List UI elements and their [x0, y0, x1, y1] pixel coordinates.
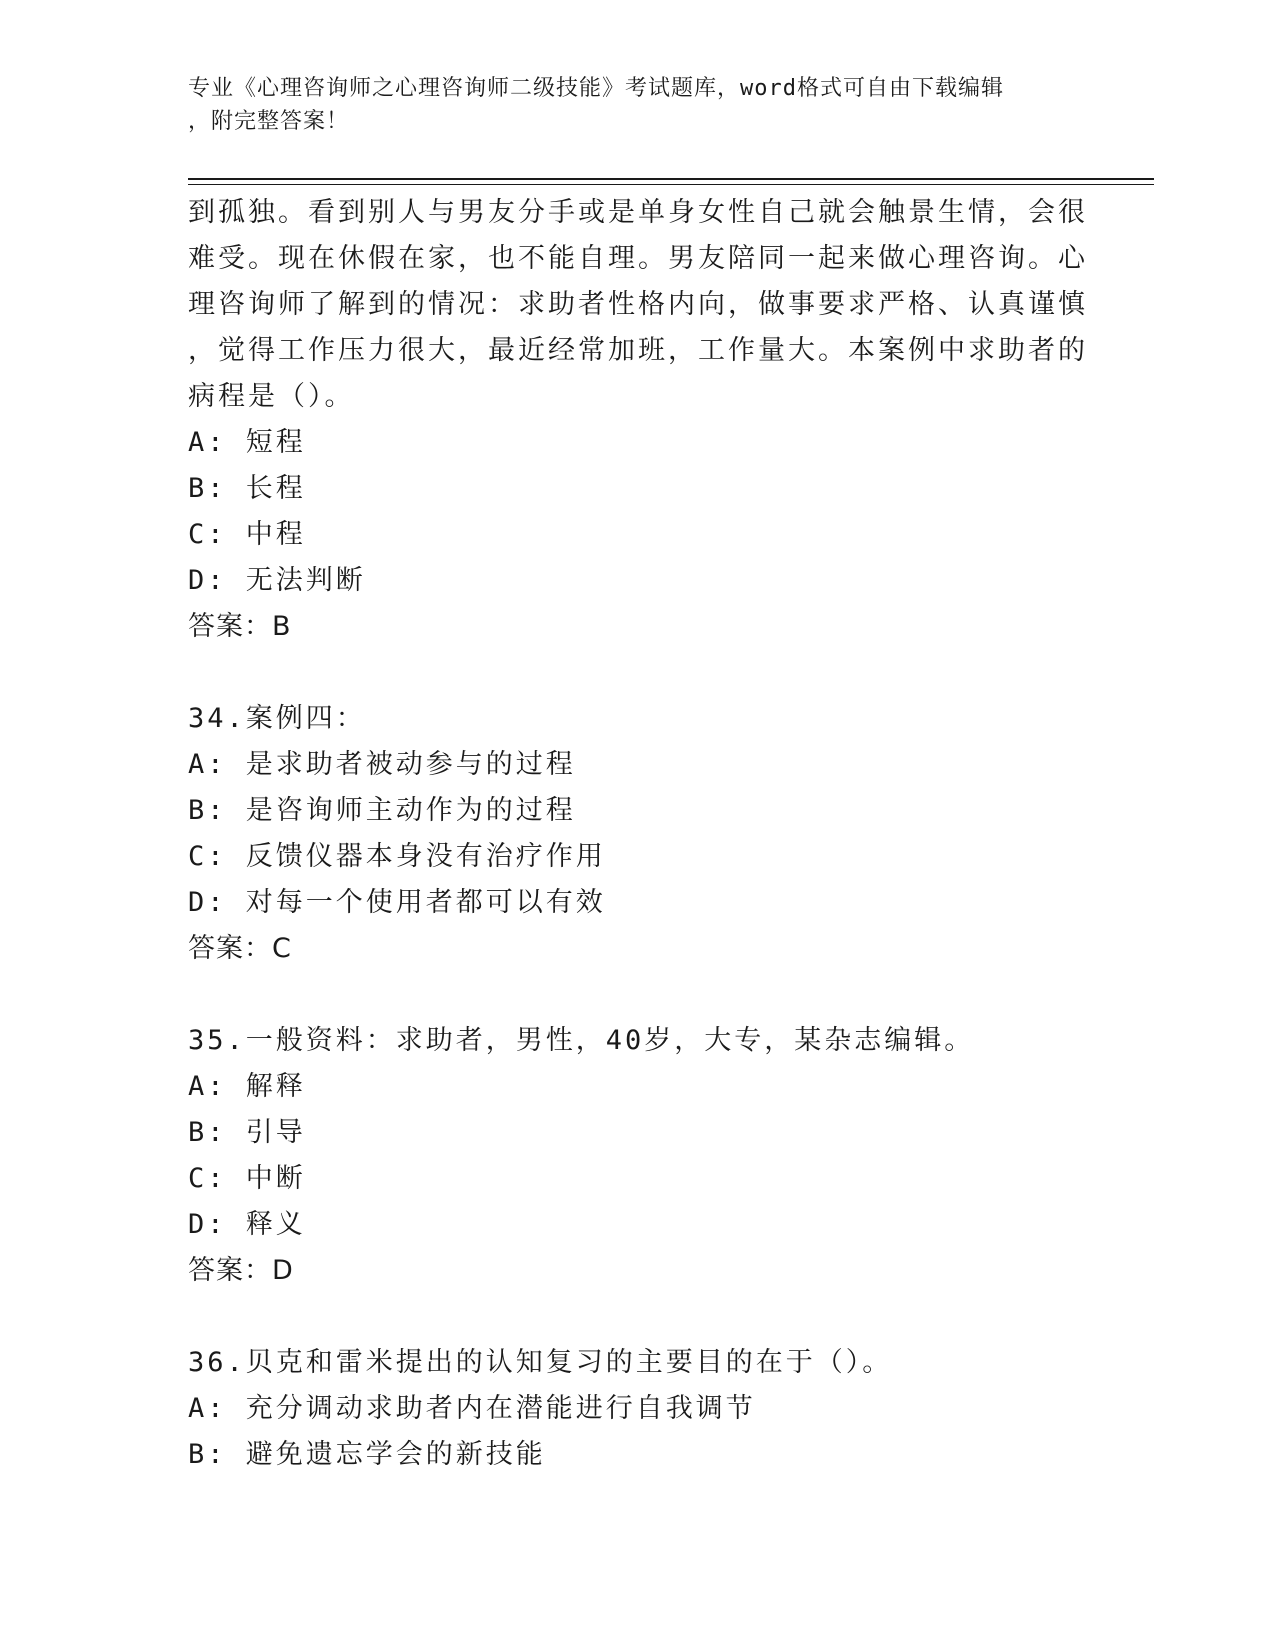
question-stem-line: 到孤独。看到别人与男友分手或是单身女性自己就会触景生情，会很	[188, 197, 1088, 228]
question-stem-line: 理咨询师了解到的情况：求助者性格内向，做事要求严格、认真谨慎	[188, 289, 1088, 320]
answer-line: 答案：C	[188, 933, 292, 964]
option-b: B: 引导	[188, 1117, 306, 1148]
header-divider-thin	[188, 184, 1154, 185]
question-block-35	[188, 1018, 1108, 1294]
answer-line: 答案：D	[188, 1255, 294, 1286]
option-b: B: 是咨询师主动作为的过程	[188, 795, 576, 826]
option-a: A: 解释	[188, 1071, 306, 1102]
question-block-33	[188, 190, 1108, 650]
answer-line: 答案：B	[188, 611, 292, 642]
option-a: A: 充分调动求助者内在潜能进行自我调节	[188, 1393, 756, 1424]
spacer	[188, 650, 1108, 696]
header-divider-thick	[188, 178, 1154, 180]
spacer	[188, 1294, 1108, 1340]
option-d: D: 对每一个使用者都可以有效	[188, 887, 606, 918]
question-stem-line: 难受。现在休假在家，也不能自理。男友陪同一起来做心理咨询。心	[188, 243, 1088, 274]
document-body	[188, 190, 1108, 1478]
page-header	[188, 72, 1068, 138]
option-b: B: 避免遗忘学会的新技能	[188, 1439, 546, 1470]
option-a: A: 短程	[188, 427, 306, 458]
question-stem: 34.案例四：	[188, 703, 366, 734]
option-c: C: 中断	[188, 1163, 306, 1194]
option-d: D: 无法判断	[188, 565, 366, 596]
option-d: D: 释义	[188, 1209, 306, 1240]
question-stem-line: ，觉得工作压力很大，最近经常加班，工作量大。本案例中求助者的	[188, 335, 1088, 366]
option-c: C: 中程	[188, 519, 306, 550]
option-c: C: 反馈仪器本身没有治疗作用	[188, 841, 606, 872]
header-title-line-2: ，附完整答案！	[188, 109, 350, 134]
option-a: A: 是求助者被动参与的过程	[188, 749, 576, 780]
header-title-line-1: 专业《心理咨询师之心理咨询师二级技能》考试题库，word格式可自由下载编辑	[188, 76, 1004, 101]
question-stem-line: 病程是（）。	[188, 381, 355, 412]
question-block-34	[188, 696, 1108, 972]
option-b: B: 长程	[188, 473, 306, 504]
question-stem: 36.贝克和雷米提出的认知复习的主要目的在于（）。	[188, 1347, 893, 1378]
question-block-36	[188, 1340, 1108, 1478]
question-stem: 35.一般资料：求助者，男性，40岁，大专，某杂志编辑。	[188, 1025, 975, 1056]
spacer	[188, 972, 1108, 1018]
